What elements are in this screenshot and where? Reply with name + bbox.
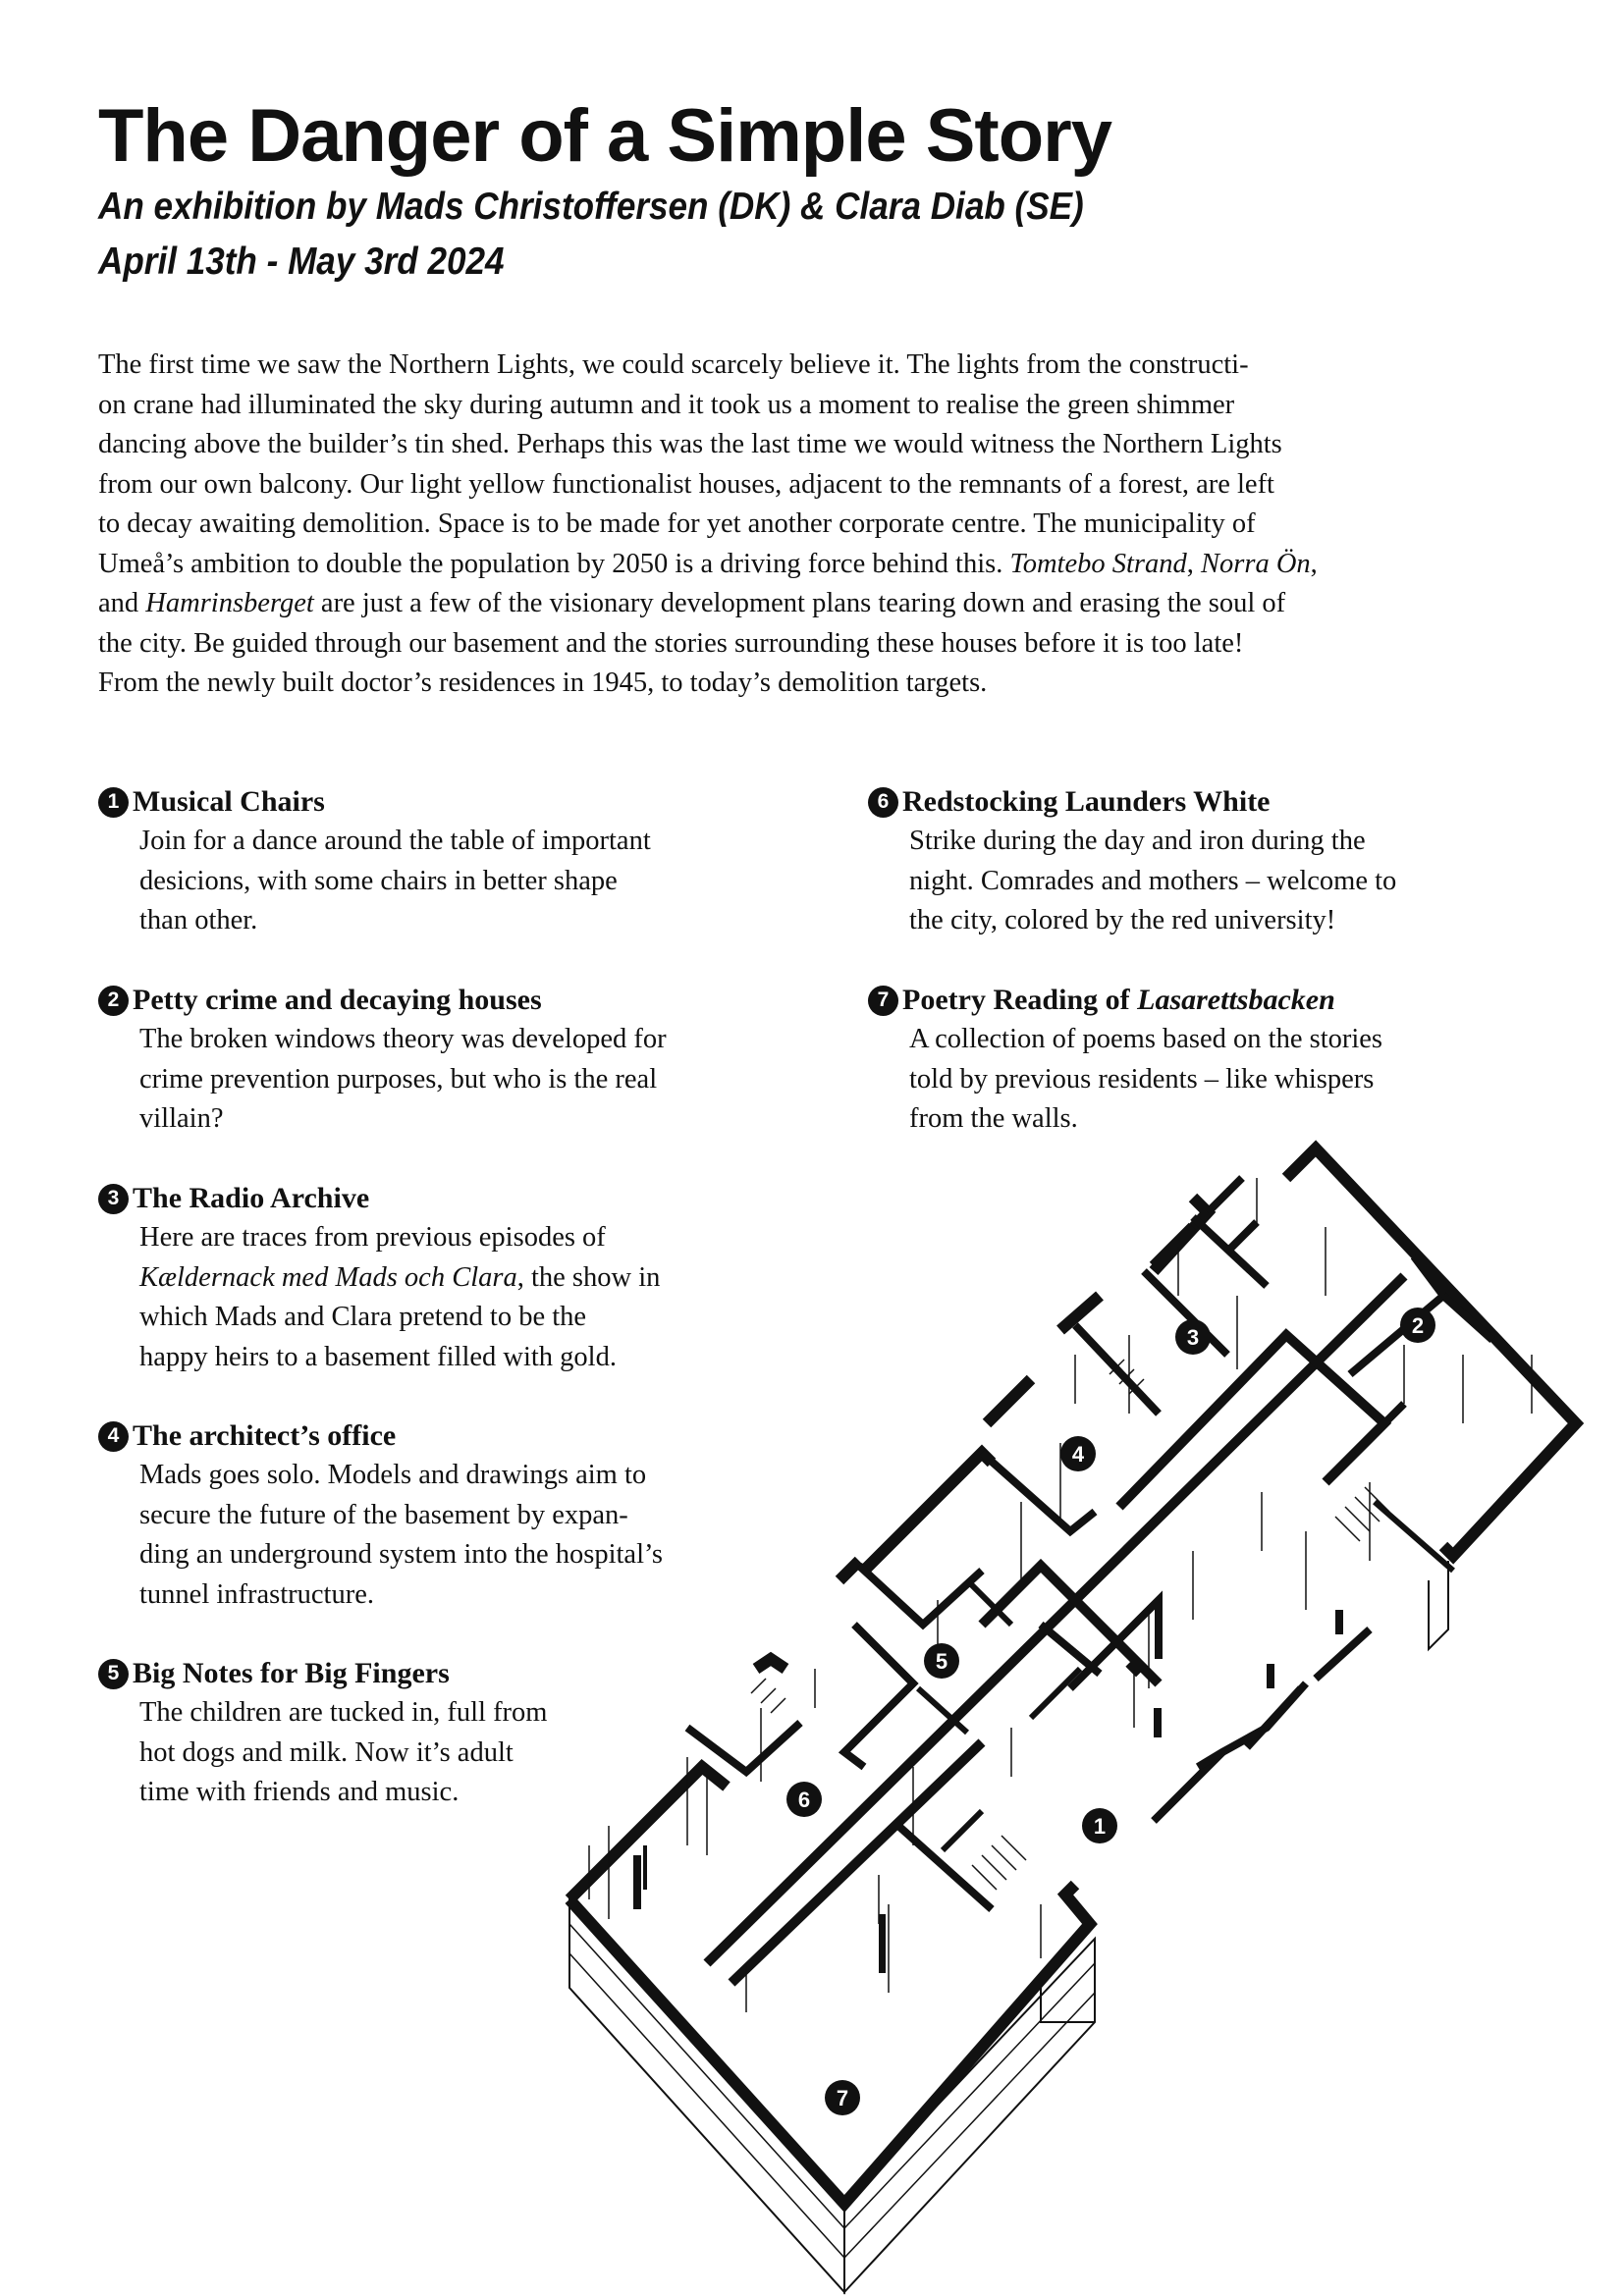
page-title: The Danger of a Simple Story — [98, 94, 1111, 178]
place-name: Norra Ön — [1201, 548, 1311, 579]
description-line: secure the future of the basement by expan- — [139, 1499, 628, 1530]
exhibit-title: Petty crime and decaying houses — [133, 984, 542, 1016]
description-line: the city, colored by the red university! — [909, 905, 1336, 935]
exhibition-subtitle: An exhibition by Mads Christoffersen (DK) & Clara Diab (SE) — [98, 186, 1084, 228]
description-line: which Mads and Clara pretend to be the — [139, 1302, 587, 1332]
description-line: Mads goes solo. Models and drawings aim to — [139, 1460, 647, 1490]
number-badge: 4 — [98, 1421, 129, 1452]
description-line: villain? — [139, 1103, 224, 1134]
number-badge: 3 — [98, 1184, 129, 1214]
plan-room-wall — [1375, 1502, 1453, 1571]
intro-line: the city. Be guided through our basement and the stories surrounding these houses before it is too late! — [98, 627, 1244, 659]
plan-marker-3 — [1175, 1319, 1211, 1355]
description-line: A collection of poems based on the stories — [909, 1024, 1383, 1054]
exhibition-dates: April 13th - May 3rd 2024 — [98, 240, 505, 283]
exhibit-title: Big Notes for Big Fingers — [133, 1657, 450, 1689]
plan-base-front-face — [844, 1939, 1095, 2292]
exhibit-title: Redstocking Launders White — [902, 785, 1271, 818]
plan-room-wall — [1316, 1629, 1370, 1679]
plan-marker-7 — [825, 2080, 860, 2115]
plan-room-wall — [1198, 1683, 1306, 1767]
description-line: Strike during the day and iron during the — [909, 826, 1366, 856]
plan-outer-wall — [1154, 1227, 1193, 1266]
place-name: Lasarettsbacken — [1137, 984, 1335, 1016]
intro-line: on crane had illuminated the sky during autumn and it took us a moment to realise the green shimmer — [98, 389, 1235, 420]
description-line: crime prevention purposes, but who is the real — [139, 1063, 658, 1095]
plan-room-wall — [1227, 1222, 1257, 1252]
plan-marker-4 — [1060, 1436, 1096, 1471]
intro-line: dancing above the builder’s tin shed. Perhaps this was the last time we would witness the Northern Lights — [98, 429, 1282, 459]
intro-line: from our own balcony. Our light yellow functionalist houses, adjacent to the remnants of a forest, are left — [98, 468, 1274, 500]
intro-text: are just a few of the visionary development plans tearing down and erasing the soul of — [313, 588, 1286, 618]
exhibit-title: The Radio Archive — [133, 1182, 370, 1214]
show-name: Kældernack med Mads och Clara — [139, 1261, 517, 1293]
plan-base-line — [569, 1924, 844, 2228]
plan-outer-wall — [569, 1767, 727, 1899]
plan-marker-label: 1 — [1093, 1814, 1107, 1839]
plan-fixtures — [633, 1610, 1343, 1973]
plan-room-wall — [943, 1811, 982, 1850]
place-name: Hamrinsberget — [145, 588, 314, 618]
plan-marker-label: 4 — [1071, 1442, 1085, 1467]
title-text: Poetry Reading of — [902, 984, 1138, 1016]
plan-detail-lines — [589, 1178, 1532, 2012]
intro-text: and — [98, 588, 146, 618]
description-line: hot dogs and milk. Now it’s adult — [139, 1736, 514, 1768]
plan-marker-6 — [786, 1782, 822, 1817]
number-badge: 6 — [868, 787, 898, 818]
description-line: The children are tucked in, full from — [139, 1697, 548, 1728]
description-line: happy heirs to a basement filled with gold. — [139, 1341, 617, 1372]
description-line: night. Comrades and mothers – welcome to — [909, 865, 1397, 896]
plan-marker-label: 2 — [1411, 1313, 1425, 1338]
plan-room-wall — [1208, 1178, 1242, 1212]
plan-outer-wall — [839, 1561, 859, 1580]
plan-corridor-wall — [707, 1276, 1404, 1963]
plan-marker-label: 5 — [935, 1649, 948, 1674]
plan-marker-label: 6 — [797, 1788, 811, 1812]
description-line: Join for a dance around the table of important — [139, 826, 651, 856]
plan-marker-2 — [1400, 1308, 1435, 1343]
number-badge: 1 — [98, 787, 129, 818]
plan-corridor-wall — [1041, 1625, 1100, 1674]
description-line: than other. — [139, 905, 258, 935]
plan-marker-1 — [1082, 1808, 1117, 1843]
exhibit-title: The architect’s office — [133, 1419, 397, 1452]
description-text: , the show in — [516, 1261, 661, 1293]
exhibit-title: Musical Chairs — [133, 785, 325, 818]
intro-text: , — [1186, 548, 1202, 579]
plan-marker-label: 3 — [1186, 1325, 1200, 1350]
plan-base-line — [844, 1993, 1095, 2258]
description-line: time with friends and music. — [139, 1777, 460, 1807]
place-name: Tomtebo Strand — [1009, 548, 1187, 579]
plan-outer-wall — [756, 1659, 785, 1669]
plan-room-wall — [1075, 1325, 1159, 1414]
plan-outer-wall — [864, 1453, 992, 1571]
intro-line: The first time we saw the Northern Lights, we could scarcely believe it. The lights from the constructi- — [98, 349, 1249, 380]
description-line: ding an underground system into the hospital’s — [139, 1539, 664, 1570]
plan-base-line — [569, 1953, 844, 2258]
number-badge: 7 — [868, 986, 898, 1016]
plan-base-line — [844, 1963, 1095, 2228]
plan-room-wall — [844, 1625, 913, 1767]
plan-marker-label: 7 — [836, 2086, 849, 2110]
description-line: desicions, with some chairs in better shape — [139, 865, 618, 896]
plan-marker-5 — [924, 1643, 959, 1679]
plan-outer-wall — [987, 1379, 1031, 1423]
description-line: tunnel infrastructure. — [139, 1578, 374, 1610]
intro-line: to decay awaiting demolition. Space is to be made for yet another corporate centre. The municipality of — [98, 508, 1256, 539]
number-badge: 2 — [98, 986, 129, 1016]
description-line: told by previous residents – like whispers — [909, 1063, 1375, 1095]
plan-room-wall — [859, 1566, 982, 1625]
description-line: from the walls. — [909, 1103, 1078, 1134]
plan-room-wall — [1355, 1404, 1404, 1453]
plan-room-wall — [1031, 1669, 1080, 1718]
intro-text: , — [1310, 548, 1318, 579]
intro-line: From the newly built doctor’s residences in 1945, to today’s demolition targets. — [98, 667, 988, 698]
number-badge: 5 — [98, 1659, 129, 1689]
intro-text: Umeå’s ambition to double the population by 2050 is a driving force behind this. — [98, 548, 1010, 579]
description-line: Here are traces from previous episodes of — [139, 1222, 606, 1253]
plan-exterior-step — [1429, 1561, 1448, 1649]
description-line: The broken windows theory was developed for — [139, 1024, 667, 1054]
